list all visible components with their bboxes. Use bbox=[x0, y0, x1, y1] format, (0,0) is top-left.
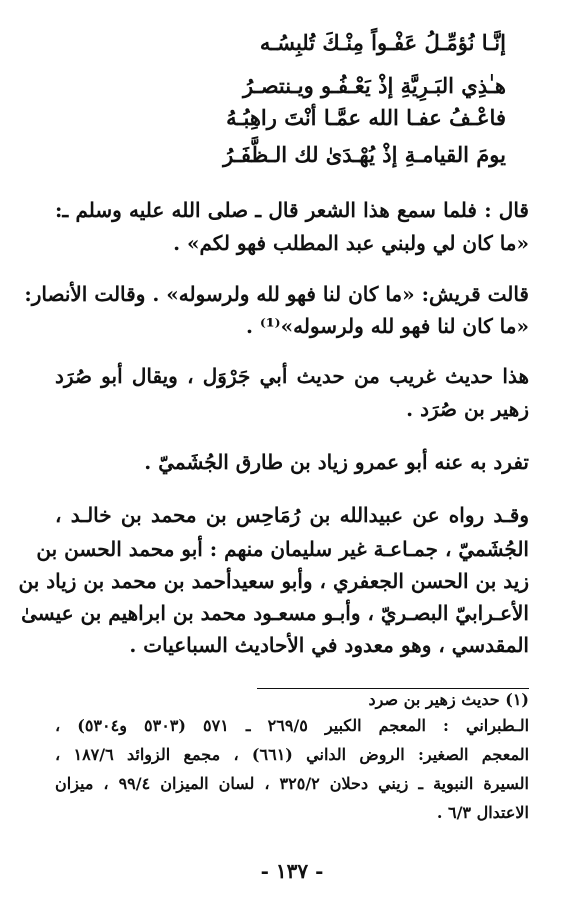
poem-line-2: هـٰذِي البَـرِيَّةِ إذْ يَعْـفُـو ويـنتصـرُ bbox=[242, 73, 506, 98]
poem-line-4: يومَ القيامـةِ إذْ يُهْـدَىٰ لك الـظَّفَـرُ bbox=[223, 142, 506, 167]
body-line-8: وقـد رواه عن عبيدالله بن رُمَاحِس بن محمد بن خالـد ، bbox=[55, 503, 529, 527]
body-line-11: الأعـرابيّ البصـريّ ، وأبـو مسعـود محمد بن ابراهيم بن عيسىٰ bbox=[21, 601, 529, 625]
body-line-1: قال : فلما سمع هذا الشعر قال ـ صلى الله عليه وسلم ـ: bbox=[55, 198, 529, 222]
body-line-10: زيد بن الحسن الجعفري ، وأبو سعيدأحمد بن محمد بن زياد بن bbox=[18, 569, 529, 593]
footnote-line-3: السيرة النبوية ـ زيني دحلان ٣٢٥/٢ ، لسان الميزان ٩٩/٤ ، ميزان bbox=[55, 774, 529, 793]
body-line-9: الجُشَميّ ، جمـاعـة غير سليمان منهم : أبو محمد الحسن بن bbox=[36, 537, 529, 561]
body-line-7: تفرد به عنه أبو عمرو زياد بن طارق الجُشَميّ . bbox=[144, 450, 529, 474]
body-line-2: «ما كان لي ولبني عبد المطلب فهو لكم» . bbox=[173, 231, 529, 255]
body-line-12: المقدسي ، وهو معدود في الأحاديث السباعيات . bbox=[129, 633, 529, 657]
page-number: - ١٣٧ - bbox=[260, 859, 324, 883]
body-line-4: «ما كان لنا فهو لله ولرسوله»⁽¹⁾ . bbox=[245, 314, 529, 338]
footnote-line-1: الـطبراني : المعجم الكبير ٢٦٩/٥ ـ ٥٧١ (٥٣٠٣ و٥٣٠٤) ، bbox=[55, 716, 530, 735]
poem-line-3: فاعْـفُ عفـا الله عمَّـا أنْتَ راهِبُـهُ bbox=[226, 105, 506, 130]
footnote-line-2: المعجم الصغير: الروض الداني (٦٦١) ، مجمع الزوائد ١٨٧/٦ ، bbox=[55, 745, 530, 764]
body-line-3: قالت قريش: «ما كان لنا فهو لله ولرسوله» . وقالت الأنصار: bbox=[24, 282, 529, 306]
body-line-5: هذا حديث غريب من حديث أبي جَرْوَل ، ويقال أبو صُرَد bbox=[55, 364, 529, 388]
poem-line-1: إنَّـا نُؤمِّـلُ عَفْـواً مِنْـكَ تُلبِسُـه bbox=[259, 30, 506, 55]
body-line-6: زهير بن صُرَد . bbox=[406, 397, 529, 421]
footnote-title: (١) حديث زهير بن صرد bbox=[368, 690, 529, 709]
footnote-line-4: الاعتدال ٦/٣ . bbox=[436, 803, 529, 822]
footnote-separator bbox=[257, 688, 529, 689]
